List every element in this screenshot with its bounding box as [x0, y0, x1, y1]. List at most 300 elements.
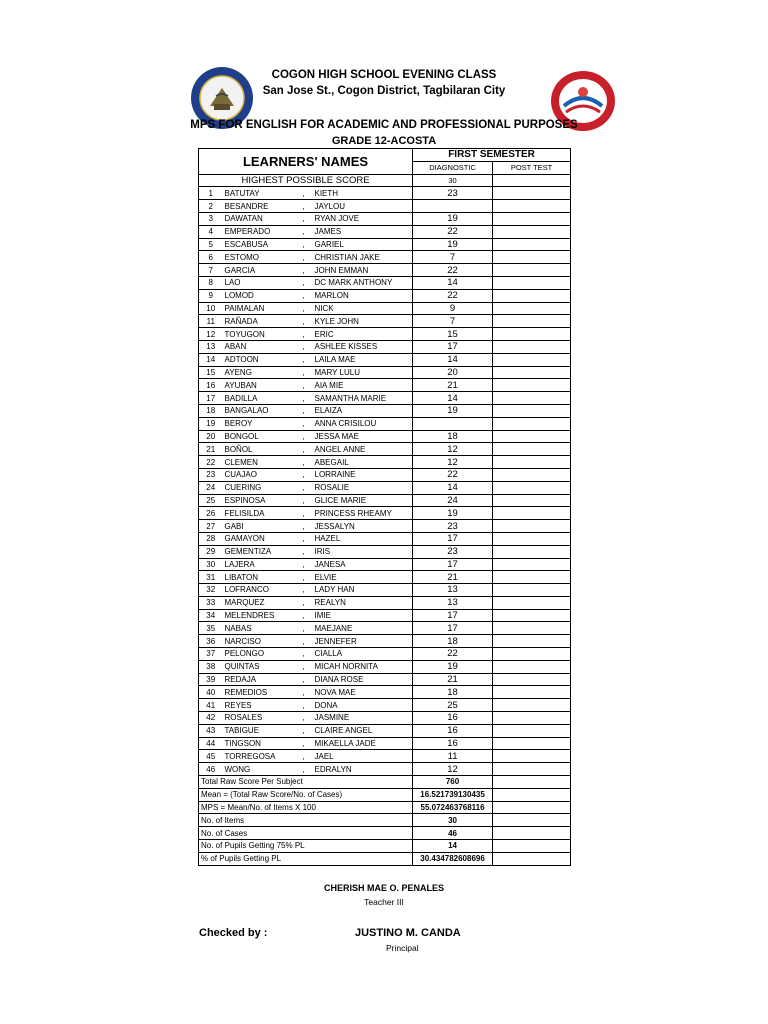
name-separator: ,	[303, 276, 313, 289]
summary-label: MPS = Mean/No. of Items X 100	[199, 801, 413, 814]
learner-last-name: BADILLA	[223, 392, 303, 405]
learner-number: 26	[199, 507, 223, 520]
post-test-score	[493, 468, 571, 481]
diagnostic-score: 19	[413, 404, 493, 417]
learner-last-name: ADTOON	[223, 353, 303, 366]
post-test-score	[493, 660, 571, 673]
name-separator: ,	[303, 392, 313, 405]
learner-row	[199, 622, 571, 635]
teacher-title: Teacher III	[364, 897, 404, 907]
learner-number: 1	[199, 187, 223, 200]
post-test-score	[493, 404, 571, 417]
diagnostic-score: 25	[413, 699, 493, 712]
learner-last-name: ESTOMO	[223, 251, 303, 264]
summary-row	[199, 788, 571, 801]
learner-row	[199, 558, 571, 571]
post-test-score	[493, 443, 571, 456]
name-separator: ,	[303, 251, 313, 264]
learner-row	[199, 302, 571, 315]
learner-number: 36	[199, 635, 223, 648]
learner-first-name: ELAIZA	[313, 404, 413, 417]
learner-last-name: PAIMALAN	[223, 302, 303, 315]
learner-first-name: ABEGAIL	[313, 456, 413, 469]
learner-last-name: CLEMEN	[223, 456, 303, 469]
learner-number: 31	[199, 571, 223, 584]
learner-number: 42	[199, 712, 223, 725]
summary-label: No. of Cases	[199, 827, 413, 840]
summary-row	[199, 840, 571, 853]
grade-section-title: GRADE 12-ACOSTA	[331, 135, 437, 147]
post-test-score	[493, 584, 571, 597]
learner-row	[199, 238, 571, 251]
post-test-score	[493, 622, 571, 635]
learner-row	[199, 520, 571, 533]
post-test-score	[493, 187, 571, 200]
post-test-score	[493, 596, 571, 609]
diagnostic-score: 22	[413, 468, 493, 481]
summary-label: Mean = (Total Raw Score/No. of Cases)	[199, 788, 413, 801]
learner-last-name: GAMAYON	[223, 532, 303, 545]
learner-first-name: LORRAINE	[313, 468, 413, 481]
learner-first-name: IRIS	[313, 545, 413, 558]
learner-row	[199, 584, 571, 597]
learner-last-name: NABAS	[223, 622, 303, 635]
learner-last-name: FELISILDA	[223, 507, 303, 520]
learner-first-name: REALYN	[313, 596, 413, 609]
report-subject-title: MPS FOR ENGLISH FOR ACADEMIC AND PROFESSIONAL PURPOSES	[190, 119, 578, 131]
name-separator: ,	[303, 481, 313, 494]
learner-first-name: MIKAELLA JADE	[313, 737, 413, 750]
learner-number: 46	[199, 763, 223, 776]
learner-number: 35	[199, 622, 223, 635]
learner-number: 12	[199, 328, 223, 341]
summary-value: 760	[413, 776, 493, 789]
learner-last-name: EMPERADO	[223, 225, 303, 238]
learner-row	[199, 315, 571, 328]
learner-number: 19	[199, 417, 223, 430]
diagnostic-score: 14	[413, 353, 493, 366]
learner-last-name: MELENDRES	[223, 609, 303, 622]
summary-row	[199, 814, 571, 827]
learner-first-name: MICAH NORNITA	[313, 660, 413, 673]
learner-last-name: LIBATON	[223, 571, 303, 584]
learner-first-name: DONA	[313, 699, 413, 712]
post-test-score	[493, 238, 571, 251]
diagnostic-score: 13	[413, 596, 493, 609]
name-separator: ,	[303, 302, 313, 315]
summary-value: 46	[413, 827, 493, 840]
learner-last-name: REYES	[223, 699, 303, 712]
name-separator: ,	[303, 315, 313, 328]
learner-last-name: CUAJAO	[223, 468, 303, 481]
name-separator: ,	[303, 545, 313, 558]
post-test-score	[493, 648, 571, 661]
summary-label: No. of Items	[199, 814, 413, 827]
learner-row	[199, 379, 571, 392]
learner-last-name: PELONGO	[223, 648, 303, 661]
scores-table	[198, 148, 571, 866]
learner-number: 24	[199, 481, 223, 494]
diagnostic-score: 17	[413, 532, 493, 545]
learner-last-name: LAO	[223, 276, 303, 289]
diagnostic-score: 18	[413, 635, 493, 648]
name-separator: ,	[303, 609, 313, 622]
first-semester-header: FIRST SEMESTER	[413, 149, 571, 162]
learner-first-name: HAZEL	[313, 532, 413, 545]
post-test-score	[493, 212, 571, 225]
learner-last-name: TORREGOSA	[223, 750, 303, 763]
post-test-score	[493, 392, 571, 405]
diagnostic-score: 7	[413, 315, 493, 328]
learner-first-name: JAYLOU	[313, 200, 413, 213]
post-test-score	[493, 699, 571, 712]
post-test-score	[493, 673, 571, 686]
learner-first-name: ROSALIE	[313, 481, 413, 494]
learner-row	[199, 276, 571, 289]
learner-number: 39	[199, 673, 223, 686]
learner-number: 11	[199, 315, 223, 328]
learner-number: 8	[199, 276, 223, 289]
learner-first-name: GLICE MARIE	[313, 494, 413, 507]
summary-value: 14	[413, 840, 493, 853]
summary-post-cell	[493, 827, 571, 840]
learner-number: 17	[199, 392, 223, 405]
learner-row	[199, 456, 571, 469]
learner-first-name: CHRISTIAN JAKE	[313, 251, 413, 264]
learner-number: 18	[199, 404, 223, 417]
learner-last-name: ROSALES	[223, 712, 303, 725]
diagnostic-score: 23	[413, 187, 493, 200]
diagnostic-score: 24	[413, 494, 493, 507]
post-test-score	[493, 609, 571, 622]
diagnostic-score: 16	[413, 724, 493, 737]
name-separator: ,	[303, 571, 313, 584]
learner-number: 2	[199, 200, 223, 213]
learner-last-name: REDAJA	[223, 673, 303, 686]
learner-last-name: REMEDIOS	[223, 686, 303, 699]
diagnostic-score: 20	[413, 366, 493, 379]
learner-row	[199, 443, 571, 456]
name-separator: ,	[303, 289, 313, 302]
learner-first-name: JENNEFER	[313, 635, 413, 648]
learner-number: 4	[199, 225, 223, 238]
learner-row	[199, 673, 571, 686]
learner-number: 22	[199, 456, 223, 469]
learner-last-name: BONGOL	[223, 430, 303, 443]
learner-row	[199, 571, 571, 584]
learner-first-name: GARIEL	[313, 238, 413, 251]
diagnostic-score: 14	[413, 276, 493, 289]
teacher-name: CHERISH MAE O. PENALES	[323, 883, 444, 893]
name-separator: ,	[303, 532, 313, 545]
post-test-score	[493, 251, 571, 264]
learner-first-name: ANGEL ANNE	[313, 443, 413, 456]
name-separator: ,	[303, 584, 313, 597]
post-test-score	[493, 481, 571, 494]
principal-name: JUSTINO M. CANDA	[355, 927, 461, 939]
post-test-score	[493, 635, 571, 648]
summary-value: 16.521739130435	[413, 788, 493, 801]
name-separator: ,	[303, 456, 313, 469]
name-separator: ,	[303, 494, 313, 507]
learner-row	[199, 532, 571, 545]
highest-possible-score-label: HIGHEST POSSIBLE SCORE	[199, 174, 413, 187]
post-test-score	[493, 724, 571, 737]
learner-number: 13	[199, 340, 223, 353]
diagnostic-score: 19	[413, 212, 493, 225]
name-separator: ,	[303, 379, 313, 392]
post-test-score	[493, 276, 571, 289]
learner-first-name: JESSALYN	[313, 520, 413, 533]
summary-post-cell	[493, 840, 571, 853]
learner-row	[199, 609, 571, 622]
name-separator: ,	[303, 763, 313, 776]
name-separator: ,	[303, 660, 313, 673]
summary-post-cell	[493, 801, 571, 814]
learner-first-name: NOVA MAE	[313, 686, 413, 699]
learner-last-name: ESPINOSA	[223, 494, 303, 507]
diagnostic-score: 17	[413, 622, 493, 635]
diagnostic-score	[413, 200, 493, 213]
summary-row	[199, 852, 571, 865]
summary-value: 30	[413, 814, 493, 827]
learner-last-name: RAÑADA	[223, 315, 303, 328]
diagnostic-score: 17	[413, 340, 493, 353]
post-test-score	[493, 532, 571, 545]
diagnostic-score: 21	[413, 673, 493, 686]
learner-row	[199, 545, 571, 558]
learner-number: 27	[199, 520, 223, 533]
name-separator: ,	[303, 712, 313, 725]
diagnostic-score: 19	[413, 238, 493, 251]
diagnostic-score: 12	[413, 443, 493, 456]
learner-first-name: CIALLA	[313, 648, 413, 661]
learner-row	[199, 468, 571, 481]
learner-row	[199, 353, 571, 366]
learner-number: 33	[199, 596, 223, 609]
post-test-score	[493, 494, 571, 507]
post-test-score	[493, 200, 571, 213]
learner-last-name: LOMOD	[223, 289, 303, 302]
learner-row	[199, 763, 571, 776]
name-separator: ,	[303, 750, 313, 763]
learner-number: 37	[199, 648, 223, 661]
post-test-score	[493, 507, 571, 520]
learner-first-name: DC MARK ANTHONY	[313, 276, 413, 289]
learner-first-name: DIANA ROSE	[313, 673, 413, 686]
name-separator: ,	[303, 686, 313, 699]
learner-row	[199, 328, 571, 341]
summary-rows	[199, 776, 571, 866]
learner-number: 38	[199, 660, 223, 673]
learner-first-name: KIETH	[313, 187, 413, 200]
learner-row	[199, 200, 571, 213]
name-separator: ,	[303, 622, 313, 635]
diagnostic-score: 22	[413, 648, 493, 661]
learner-row	[199, 699, 571, 712]
learner-row	[199, 251, 571, 264]
learner-row	[199, 596, 571, 609]
post-test-score	[493, 558, 571, 571]
learner-row	[199, 404, 571, 417]
learner-number: 45	[199, 750, 223, 763]
name-separator: ,	[303, 225, 313, 238]
learner-row	[199, 750, 571, 763]
learner-number: 14	[199, 353, 223, 366]
learner-first-name: JAMES	[313, 225, 413, 238]
diagnostic-score: 23	[413, 520, 493, 533]
post-test-score	[493, 417, 571, 430]
name-separator: ,	[303, 417, 313, 430]
learner-last-name: LOFRANCO	[223, 584, 303, 597]
diagnostic-score: 12	[413, 456, 493, 469]
learner-row	[199, 430, 571, 443]
name-separator: ,	[303, 520, 313, 533]
learner-last-name: QUINTAS	[223, 660, 303, 673]
summary-value: 55.072463768116	[413, 801, 493, 814]
post-test-score	[493, 366, 571, 379]
learner-first-name: IMIE	[313, 609, 413, 622]
learner-last-name: BOÑOL	[223, 443, 303, 456]
post-test-score	[493, 571, 571, 584]
name-separator: ,	[303, 264, 313, 277]
learner-last-name: GEMENTIZA	[223, 545, 303, 558]
post-test-score	[493, 353, 571, 366]
learner-first-name: PRINCESS RHEAMY	[313, 507, 413, 520]
name-separator: ,	[303, 558, 313, 571]
learner-number: 43	[199, 724, 223, 737]
post-test-score	[493, 456, 571, 469]
name-separator: ,	[303, 238, 313, 251]
diagnostic-score: 22	[413, 264, 493, 277]
learner-number: 20	[199, 430, 223, 443]
post-test-score	[493, 302, 571, 315]
learner-number: 23	[199, 468, 223, 481]
name-separator: ,	[303, 699, 313, 712]
learner-number: 5	[199, 238, 223, 251]
learner-first-name: ERIC	[313, 328, 413, 341]
summary-row	[199, 776, 571, 789]
learner-first-name: ASHLEE KISSES	[313, 340, 413, 353]
diagnostic-score: 19	[413, 660, 493, 673]
learner-last-name: BANGALAO	[223, 404, 303, 417]
name-separator: ,	[303, 596, 313, 609]
learner-number: 44	[199, 737, 223, 750]
name-separator: ,	[303, 673, 313, 686]
learner-number: 9	[199, 289, 223, 302]
diagnostic-score: 16	[413, 737, 493, 750]
learner-row	[199, 635, 571, 648]
learner-last-name: ABAN	[223, 340, 303, 353]
summary-row	[199, 801, 571, 814]
learner-number: 16	[199, 379, 223, 392]
diagnostic-score: 18	[413, 686, 493, 699]
summary-post-cell	[493, 788, 571, 801]
learner-first-name: ANNA CRISILOU	[313, 417, 413, 430]
post-test-header: POST TEST	[493, 161, 571, 174]
post-test-score	[493, 430, 571, 443]
learner-last-name: BATUTAY	[223, 187, 303, 200]
learner-first-name: JOHN EMMAN	[313, 264, 413, 277]
learner-row	[199, 737, 571, 750]
name-separator: ,	[303, 468, 313, 481]
post-test-score	[493, 328, 571, 341]
learner-row	[199, 648, 571, 661]
summary-label: Total Raw Score Per Subject	[199, 776, 413, 789]
post-test-score	[493, 225, 571, 238]
post-test-score	[493, 520, 571, 533]
learner-row	[199, 264, 571, 277]
learner-first-name: JESSA MAE	[313, 430, 413, 443]
learner-number: 21	[199, 443, 223, 456]
learner-number: 6	[199, 251, 223, 264]
diagnostic-score: 22	[413, 225, 493, 238]
learner-first-name: EDRALYN	[313, 763, 413, 776]
diagnostic-score: 23	[413, 545, 493, 558]
learner-row	[199, 225, 571, 238]
learner-first-name: MAEJANE	[313, 622, 413, 635]
diagnostic-score: 14	[413, 481, 493, 494]
post-test-score	[493, 289, 571, 302]
learner-first-name: JAEL	[313, 750, 413, 763]
name-separator: ,	[303, 648, 313, 661]
diagnostic-score: 7	[413, 251, 493, 264]
diagnostic-score: 13	[413, 584, 493, 597]
principal-title: Principal	[386, 943, 419, 953]
learner-first-name: MARY LULU	[313, 366, 413, 379]
diagnostic-score: 18	[413, 430, 493, 443]
name-separator: ,	[303, 187, 313, 200]
learner-rows	[199, 187, 571, 776]
learner-number: 28	[199, 532, 223, 545]
post-test-score	[493, 340, 571, 353]
learner-last-name: GARCIA	[223, 264, 303, 277]
learner-last-name: TOYUGON	[223, 328, 303, 341]
summary-label: % of Pupils Getting PL	[199, 852, 413, 865]
learner-last-name: WONG	[223, 763, 303, 776]
learner-row	[199, 392, 571, 405]
learner-first-name: JASMINE	[313, 712, 413, 725]
learner-first-name: KYLE JOHN	[313, 315, 413, 328]
learner-last-name: TABIGUE	[223, 724, 303, 737]
summary-value: 30.434782608696	[413, 852, 493, 865]
learner-row	[199, 507, 571, 520]
learner-row	[199, 366, 571, 379]
diagnostic-score: 15	[413, 328, 493, 341]
diagnostic-score: 17	[413, 609, 493, 622]
learner-last-name: AYUBAN	[223, 379, 303, 392]
learner-number: 30	[199, 558, 223, 571]
learner-row	[199, 686, 571, 699]
name-separator: ,	[303, 340, 313, 353]
diagnostic-score: 12	[413, 763, 493, 776]
learner-last-name: AYENG	[223, 366, 303, 379]
learner-number: 25	[199, 494, 223, 507]
learner-first-name: ELVIE	[313, 571, 413, 584]
learner-last-name: LAJERA	[223, 558, 303, 571]
learner-last-name: GABI	[223, 520, 303, 533]
name-separator: ,	[303, 366, 313, 379]
diagnostic-score: 22	[413, 289, 493, 302]
post-test-score	[493, 763, 571, 776]
learner-first-name: SAMANTHA MARIE	[313, 392, 413, 405]
name-separator: ,	[303, 724, 313, 737]
name-separator: ,	[303, 353, 313, 366]
learner-first-name: RYAN JOVE	[313, 212, 413, 225]
diagnostic-score: 9	[413, 302, 493, 315]
checked-by-label: Checked by :	[199, 927, 268, 939]
learner-number: 3	[199, 212, 223, 225]
